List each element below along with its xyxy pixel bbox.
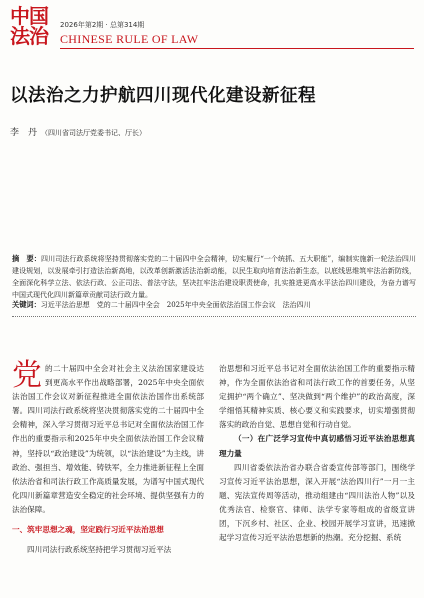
- author-name: 李 丹: [10, 128, 38, 138]
- section-heading-1: 一、筑牢思想之魂，坚定践行习近平法治思想: [12, 525, 164, 535]
- abstract: [12, 253, 416, 301]
- keywords-label: 关键词：: [12, 300, 41, 309]
- magazine-logo: [10, 6, 54, 50]
- issue-number: 2026年第2期 · 总第314期: [60, 21, 145, 29]
- abstract-label: 摘 要：: [12, 254, 42, 263]
- abstract-divider: [12, 316, 416, 317]
- keywords-text: 习近平法治思想 党的二十届四中全会 2025年中央全面依法治国工作会议 法治四川: [40, 301, 311, 309]
- abstract-text: 四川司法行政系统将坚持贯彻落实党的二十届四中全会精神，切实履行“一个统抓、五大职能”，编制实施新一轮法治四川建设规划，以发展牵引打造法治新高地，以改革创新激活法治新动能，以民生取向培育法治新生态，以底线思维筑牢法治新防线，全面深化科学立法、依法行政、公正司法、普法守法，坚决扛牢法治建设职责使命，扎实推进更高水平法治四川建设，为奋力谱写中国式现代化四川新篇章贡献司法行政力量。: [12, 255, 416, 299]
- paragraph-text: 的二十届四中全会对社会主义法治国家建设达到更高水平作出战略部署，2025年中央全面依法治国工作会议对新征程推进全面依法治国作出系统部署。四川司法行政系统将坚决贯彻落实党的二十届四中全会精神，深入学习贯彻习近平总书记对全面依法治国工作作出的重要指示和2025年中央全面依法治国工作会议精神，坚持以“政治建设”为统领，以“法治建设”为主线，讲政治、强担当、增效能、铸铁军，全力推进新征程上全面依法治省和司法行政工作高质量发展，为谱写中国式现代化四川新篇章营造安全稳定的社会环境、提供坚强有力的法治保障。: [12, 364, 204, 514]
- body-column-left: [12, 358, 204, 557]
- magazine-english-title: CHINESE RULE OF LAW: [60, 32, 199, 46]
- body-paragraph: 治思想和习近平总书记对全面依法治国工作的重要指示精神，作为全面依法治省和司法行政工作的首要任务，从坚定拥护“两个确立”、坚决做到“两个维护”的政治高度，深学细悟其精神实质、核心要义和实践要求，切实增强贯彻落实的政治自觉、思想自觉和行动自觉。: [219, 364, 415, 430]
- logo-line-2: 法治: [10, 24, 48, 48]
- opening-paragraph: [12, 358, 204, 517]
- body-column-right: [219, 362, 415, 545]
- logo-line-1: 中国: [10, 4, 48, 28]
- body-paragraph: 四川司法行政系统坚持把学习贯彻习近平法: [27, 545, 172, 555]
- article-title: 以法治之力护航四川现代化建设新征程: [10, 86, 316, 106]
- keywords: [12, 300, 416, 310]
- subsection-heading-1: （一）在广泛学习宣传中真切感悟习近平法治思想真理力量: [219, 434, 415, 458]
- body-paragraph: 四川省委依法治省办联合省委宣传部等部门，围绕学习宣传习近平法治思想，深入开展“法治四川行”一月一主题、宪法宣传周等活动，推动组建由“四川法治人物”以及优秀法官、检察官、律师、法学专家等组成的省级宣讲团，下沉乡村、社区、企业、校园开展学习宣讲，迅速掀起学习宣传习近平法治思想新的热潮。充分挖掘、系统: [219, 462, 415, 543]
- drop-cap: 党: [12, 358, 42, 393]
- header-divider: [60, 48, 414, 49]
- author-line: [10, 125, 146, 138]
- author-affiliation: （四川省司法厅党委书记、厅长）: [41, 129, 147, 137]
